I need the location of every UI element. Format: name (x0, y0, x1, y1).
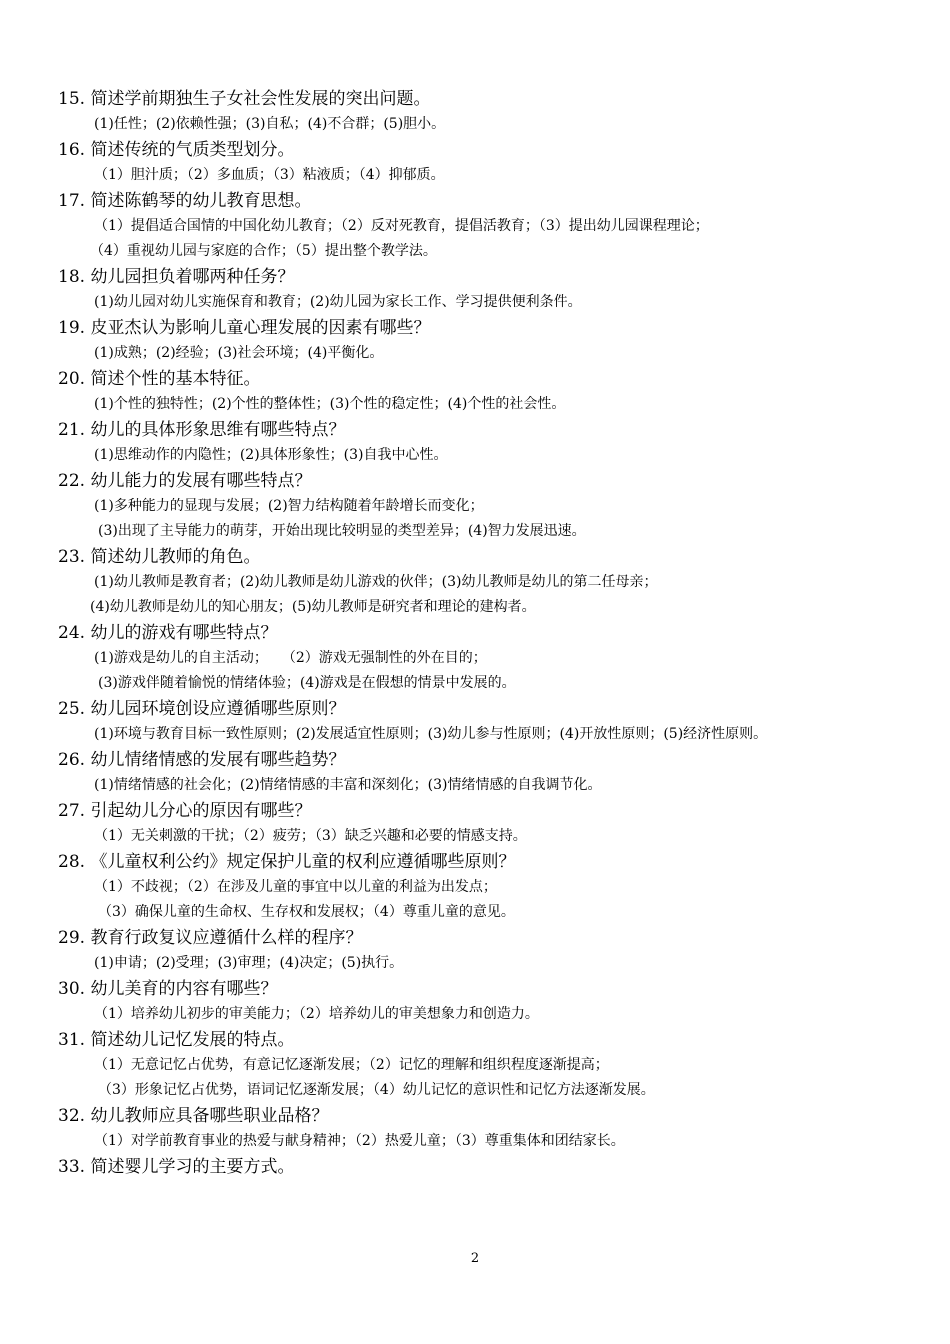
answer-line: （1）对学前教育事业的热爱与献身精神；（2）热爱儿童；（3）尊重集体和团结家长。 (94, 1133, 625, 1149)
answer-line: (1)幼儿园对幼儿实施保育和教育；(2)幼儿园为家长工作、学习提供便利条件。 (94, 294, 582, 310)
question-text: 幼儿情绪情感的发展有哪些趋势？ (90, 750, 346, 770)
question-heading (58, 315, 928, 341)
question-number: 32. (58, 1106, 86, 1126)
question-heading (58, 976, 928, 1002)
answer-line: (1)环境与教育目标一致性原则；(2)发展适宜性原则；(3)幼儿参与性原则；(4)开放性原则；(5)经济性原则。 (94, 726, 768, 742)
answer-line: (1)幼儿教师是教育者；(2)幼儿教师是幼儿游戏的伙伴；(3)幼儿教师是幼儿的第二任母亲； (94, 574, 658, 590)
question-number: 22. (58, 471, 86, 491)
page-number: 2 (470, 1251, 480, 1266)
answer-line: （4）重视幼儿园与家庭的合作；（5）提出整个教学法。 (90, 243, 437, 259)
question-number: 26. (58, 750, 86, 770)
question-item (58, 976, 928, 1027)
answer-line: (3)出现了主导能力的萌芽，开始出现比较明显的类型差异；(4)智力发展迅速。 (98, 523, 586, 539)
question-text: 引起幼儿分心的原因有哪些？ (90, 801, 312, 821)
question-item (58, 798, 928, 849)
answer-line: （1）培养幼儿初步的审美能力；（2）培养幼儿的审美想象力和创造力。 (94, 1006, 539, 1022)
question-number: 27. (58, 801, 86, 821)
answer-line: （1）不歧视；（2）在涉及儿童的事宜中以儿童的利益为出发点； (94, 879, 497, 895)
answer-line: (1)任性；(2)依赖性强；(3)自私；(4)不合群；(5)胆小。 (94, 116, 446, 132)
question-number: 17. (58, 191, 86, 211)
answer-line: (1)多种能力的显现与发展；(2)智力结构随着年龄增长而变化； (94, 498, 484, 514)
question-item (58, 417, 928, 468)
question-item (58, 620, 928, 696)
question-text: 幼儿教师应具备哪些职业品格？ (90, 1106, 329, 1126)
question-heading (58, 925, 928, 951)
question-text: 皮亚杰认为影响儿童心理发展的因素有哪些？ (90, 318, 431, 338)
question-text: 幼儿的具体形象思维有哪些特点？ (90, 420, 346, 440)
question-number: 15. (58, 89, 86, 109)
question-text: 《儿童权利公约》规定保护儿童的权利应遵循哪些原则？ (90, 852, 516, 872)
question-item (58, 315, 928, 366)
question-heading (58, 1027, 928, 1053)
question-text: 简述传统的气质类型划分。 (90, 140, 295, 160)
question-text: 简述幼儿教师的角色。 (90, 547, 261, 567)
answer-line: (1)成熟；(2)经验；(3)社会环境；(4)平衡化。 (94, 345, 384, 361)
question-number: 21. (58, 420, 86, 440)
question-heading (58, 620, 928, 646)
question-number: 25. (58, 699, 86, 719)
question-number: 19. (58, 318, 86, 338)
question-item (58, 188, 928, 264)
question-heading (58, 1103, 928, 1129)
question-text: 幼儿园担负着哪两种任务？ (90, 267, 295, 287)
answer-line: (1)情绪情感的社会化；(2)情绪情感的丰富和深刻化；(3)情绪情感的自我调节化。 (94, 777, 602, 793)
question-item (58, 137, 928, 188)
question-item (58, 696, 928, 747)
question-heading (58, 468, 928, 494)
question-text: 幼儿园环境创设应遵循哪些原则？ (90, 699, 346, 719)
question-item (58, 468, 928, 544)
question-number: 18. (58, 267, 86, 287)
question-number: 24. (58, 623, 86, 643)
question-item (58, 86, 928, 137)
answer-line: (1)游戏是幼儿的自主活动； （2）游戏无强制性的外在目的； (94, 650, 487, 666)
question-text: 简述幼儿记忆发展的特点。 (90, 1030, 295, 1050)
question-heading (58, 544, 928, 570)
question-item (58, 1154, 928, 1180)
answer-line: (3)游戏伴随着愉悦的情绪体验；(4)游戏是在假想的情景中发展的。 (98, 675, 516, 691)
question-text: 简述陈鹤琴的幼儿教育思想。 (90, 191, 312, 211)
answer-line: （1）提倡适合国情的中国化幼儿教育；（2）反对死教育，提倡活教育；（3）提出幼儿园课程理论； (94, 218, 709, 234)
question-number: 33. (58, 1157, 86, 1177)
question-number: 29. (58, 928, 86, 948)
question-item (58, 264, 928, 315)
question-text: 幼儿能力的发展有哪些特点？ (90, 471, 312, 491)
question-heading (58, 798, 928, 824)
question-heading (58, 417, 928, 443)
question-item (58, 747, 928, 798)
question-number: 31. (58, 1030, 86, 1050)
question-heading (58, 86, 928, 112)
answer-line: （3）形象记忆占优势，语词记忆逐渐发展；（4）幼儿记忆的意识性和记忆方法逐渐发展。 (98, 1082, 655, 1098)
question-item (58, 366, 928, 417)
question-text: 简述学前期独生子女社会性发展的突出问题。 (90, 89, 431, 109)
question-text: 简述婴儿学习的主要方式。 (90, 1157, 295, 1177)
question-number: 20. (58, 369, 86, 389)
question-number: 16. (58, 140, 86, 160)
answer-line: (1)申请；(2)受理；(3)审理；(4)决定；(5)执行。 (94, 955, 404, 971)
answer-line: (1)个性的独特性；(2)个性的整体性；(3)个性的稳定性；(4)个性的社会性。 (94, 396, 566, 412)
question-heading (58, 849, 928, 875)
question-heading (58, 366, 928, 392)
question-heading (58, 1154, 928, 1180)
question-number: 23. (58, 547, 86, 567)
question-number: 28. (58, 852, 86, 872)
answer-line: (4)幼儿教师是幼儿的知心朋友；(5)幼儿教师是研究者和理论的建构者。 (90, 599, 536, 615)
answer-line: （3）确保儿童的生命权、生存权和发展权；（4）尊重儿童的意见。 (98, 904, 515, 920)
answer-line: （1）无意记忆占优势，有意记忆逐渐发展；（2）记忆的理解和组织程度逐渐提高； (94, 1057, 609, 1073)
question-item (58, 925, 928, 976)
question-text: 幼儿的游戏有哪些特点？ (90, 623, 278, 643)
question-heading (58, 188, 928, 214)
question-heading (58, 747, 928, 773)
question-text: 幼儿美育的内容有哪些？ (90, 979, 278, 999)
question-item (58, 1027, 928, 1103)
answer-line: (1)思维动作的内隐性；(2)具体形象性；(3)自我中心性。 (94, 447, 448, 463)
question-text: 教育行政复议应遵循什么样的程序？ (90, 928, 363, 948)
answer-line: （1）胆汁质；（2）多血质；（3）粘液质；（4）抑郁质。 (94, 167, 445, 183)
question-item (58, 544, 928, 620)
question-heading (58, 264, 928, 290)
question-item (58, 1103, 928, 1154)
question-heading (58, 137, 928, 163)
answer-line: （1）无关刺激的干扰；（2）疲劳；（3）缺乏兴趣和必要的情感支持。 (94, 828, 527, 844)
question-item (58, 849, 928, 925)
question-heading (58, 696, 928, 722)
question-number: 30. (58, 979, 86, 999)
question-list (58, 86, 928, 1180)
question-text: 简述个性的基本特征。 (90, 369, 261, 389)
